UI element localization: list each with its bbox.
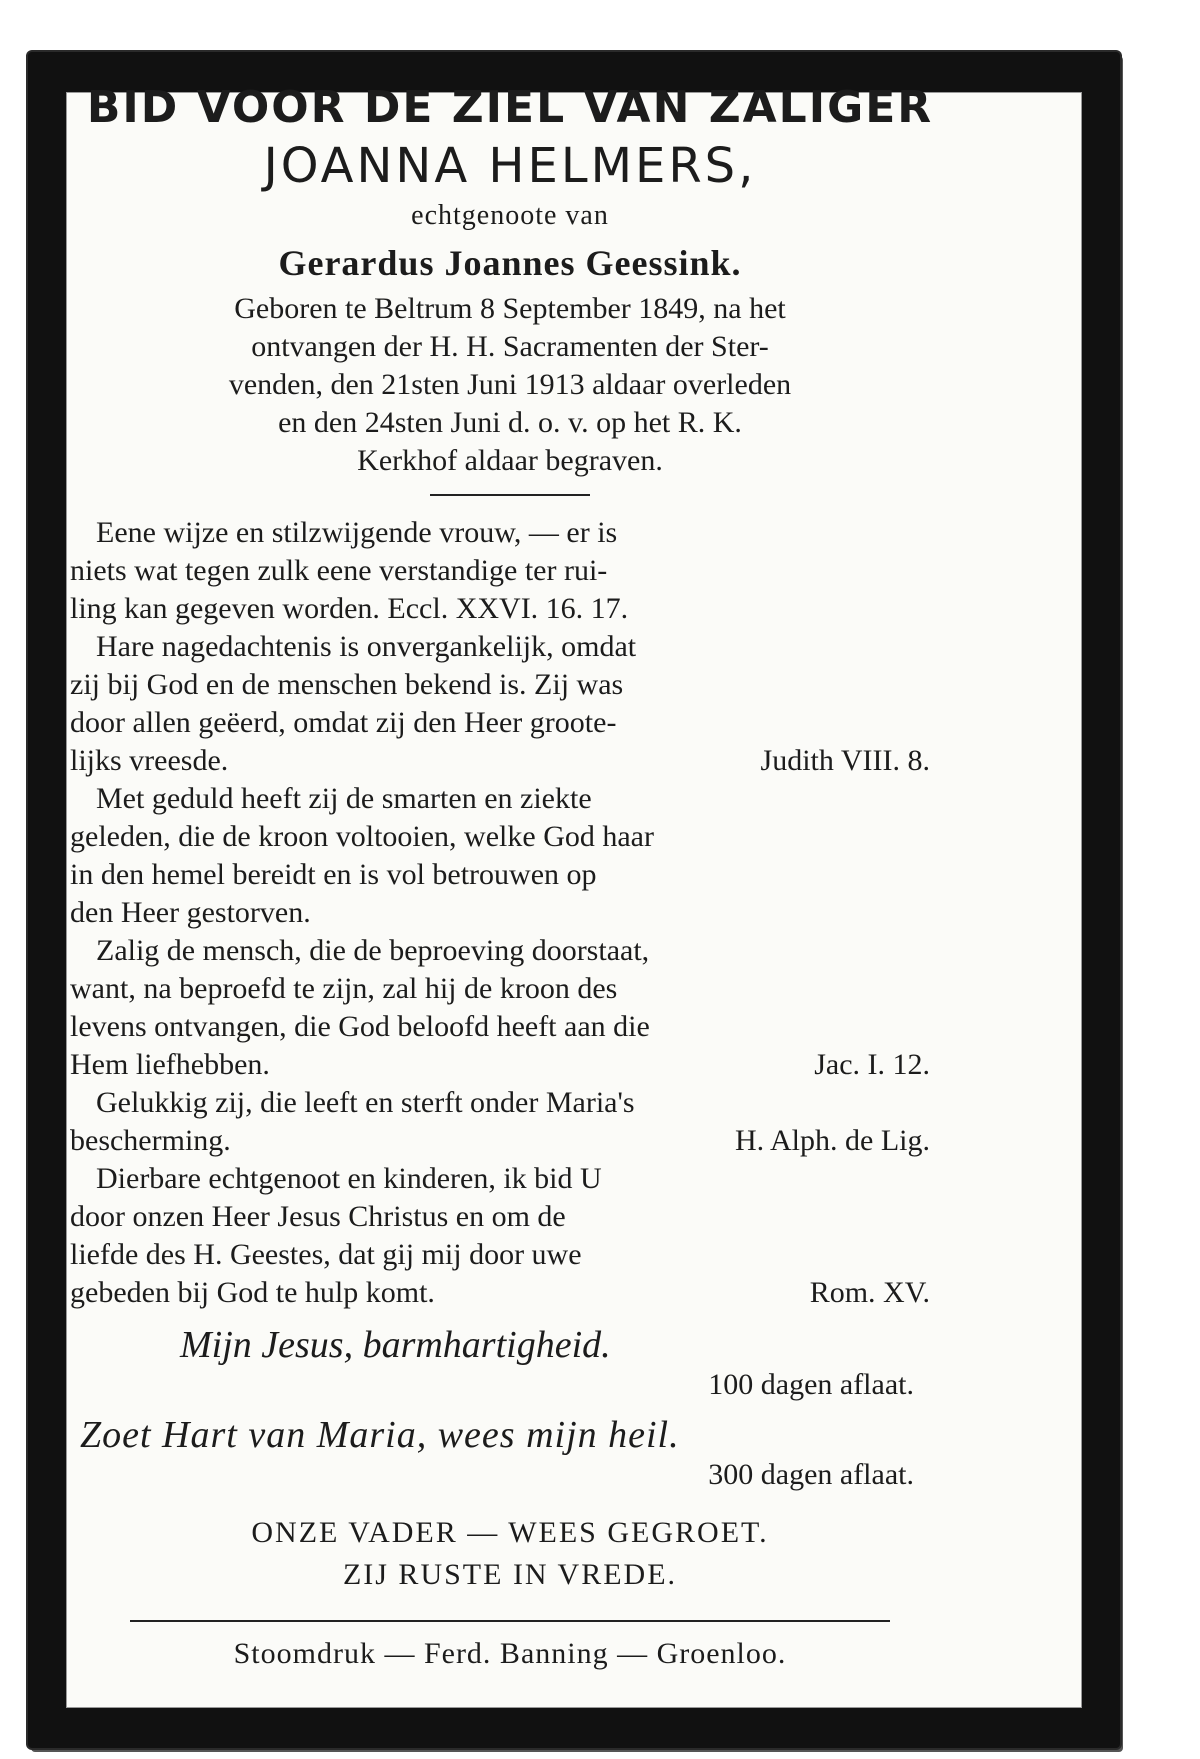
biography [70, 290, 950, 480]
deceased-name: JOANNA HELMERS, [263, 138, 757, 194]
biography-line: Geboren te Beltrum 8 September 1849, na het [234, 292, 786, 325]
verse-text: bescherming. [70, 1124, 231, 1157]
verse-line [70, 1122, 950, 1160]
verse-text: Hem liefhebben. [70, 1048, 270, 1081]
verse-line: liefde des H. Geestes, dat gij mij door uwe [70, 1238, 582, 1271]
prayer-text: Zoet Hart van Maria, wees mijn heil. [80, 1414, 680, 1456]
card-content [70, 80, 950, 1674]
verse-line: den Heer gestorven. [70, 896, 311, 929]
closing-prayers: ONZE VADER — WEES GEGROET. [251, 1516, 769, 1549]
printer-credit: Stoomdruk — Ferd. Banning — Groenloo. [233, 1637, 787, 1670]
footer-divider [130, 1620, 890, 1622]
biography-line: venden, den 21sten Juni 1913 aldaar overleden [228, 368, 792, 401]
verse-line [70, 1274, 950, 1312]
verse-reference: H. Alph. de Lig. [735, 1124, 930, 1157]
verse-line: door allen geëerd, omdat zij den Heer groote- [70, 706, 617, 739]
verse-line: Dierbare echtgenoot en kinderen, ik bid U [96, 1162, 602, 1195]
card-header [70, 80, 950, 290]
verse-line: levens ontvangen, die God beloofd heeft aan die [70, 1010, 650, 1043]
rest-in-peace: ZIJ RUSTE IN VREDE. [342, 1558, 678, 1591]
biography-line: Kerkhof aldaar begraven. [357, 444, 663, 477]
short-divider [430, 494, 590, 496]
biography-line: en den 24sten Juni d. o. v. op het R. K. [278, 406, 742, 439]
verse-line: Gelukkig zij, die leeft en sterft onder Maria's [96, 1086, 635, 1119]
verse-line: Met geduld heeft zij de smarten en ziekte [96, 782, 592, 815]
verse-line: Zalig de mensch, die de beproeving doorstaat, [96, 934, 650, 967]
spouse-name: Gerardus Joannes Geessink. [278, 243, 742, 283]
scripture-verses [70, 514, 950, 1312]
verse-line: Hare nagedachtenis is onvergankelijk, omdat [96, 630, 637, 663]
prayer-text: Mijn Jesus, barmhartigheid. [180, 1324, 611, 1366]
biography-line: ontvangen der H. H. Sacramenten der Ster- [251, 330, 769, 363]
verse-line: Eene wijze en stilzwijgende vrouw, — er is [96, 516, 618, 549]
verse-line: geleden, die de kroon voltooien, welke God haar [70, 820, 654, 853]
verse-line: ling kan gegeven worden. Eccl. XXVI. 16. 17. [70, 592, 629, 625]
prayer-1 [70, 1322, 950, 1402]
verse-line [70, 742, 950, 780]
verse-reference: Judith VIII. 8. [760, 744, 930, 777]
verse-line [70, 1046, 950, 1084]
prayer-2 [70, 1412, 950, 1492]
verse-line: niets wat tegen zulk eene verstandige ter rui- [70, 554, 608, 587]
verse-line: in den hemel bereidt en is vol betrouwen op [70, 858, 597, 891]
indulgence-text: 300 dagen aflaat. [708, 1458, 914, 1491]
card-heading: BID VOOR DE ZIEL VAN ZALIGER [86, 82, 934, 133]
verse-text: gebeden bij God te hulp komt. [70, 1276, 435, 1309]
indulgence-text: 100 dagen aflaat. [708, 1368, 914, 1401]
verse-reference: Jac. I. 12. [814, 1048, 930, 1081]
verse-reference: Rom. XV. [809, 1276, 930, 1309]
verse-line: zij bij God en de menschen bekend is. Zij was [70, 668, 624, 701]
verse-line: want, na beproefd te zijn, zal hij de kroon des [70, 972, 618, 1005]
relation-text: echtgenoote van [411, 200, 609, 231]
verse-text: lijks vreesde. [70, 744, 229, 777]
verse-line: door onzen Heer Jesus Christus en om de [70, 1200, 566, 1233]
